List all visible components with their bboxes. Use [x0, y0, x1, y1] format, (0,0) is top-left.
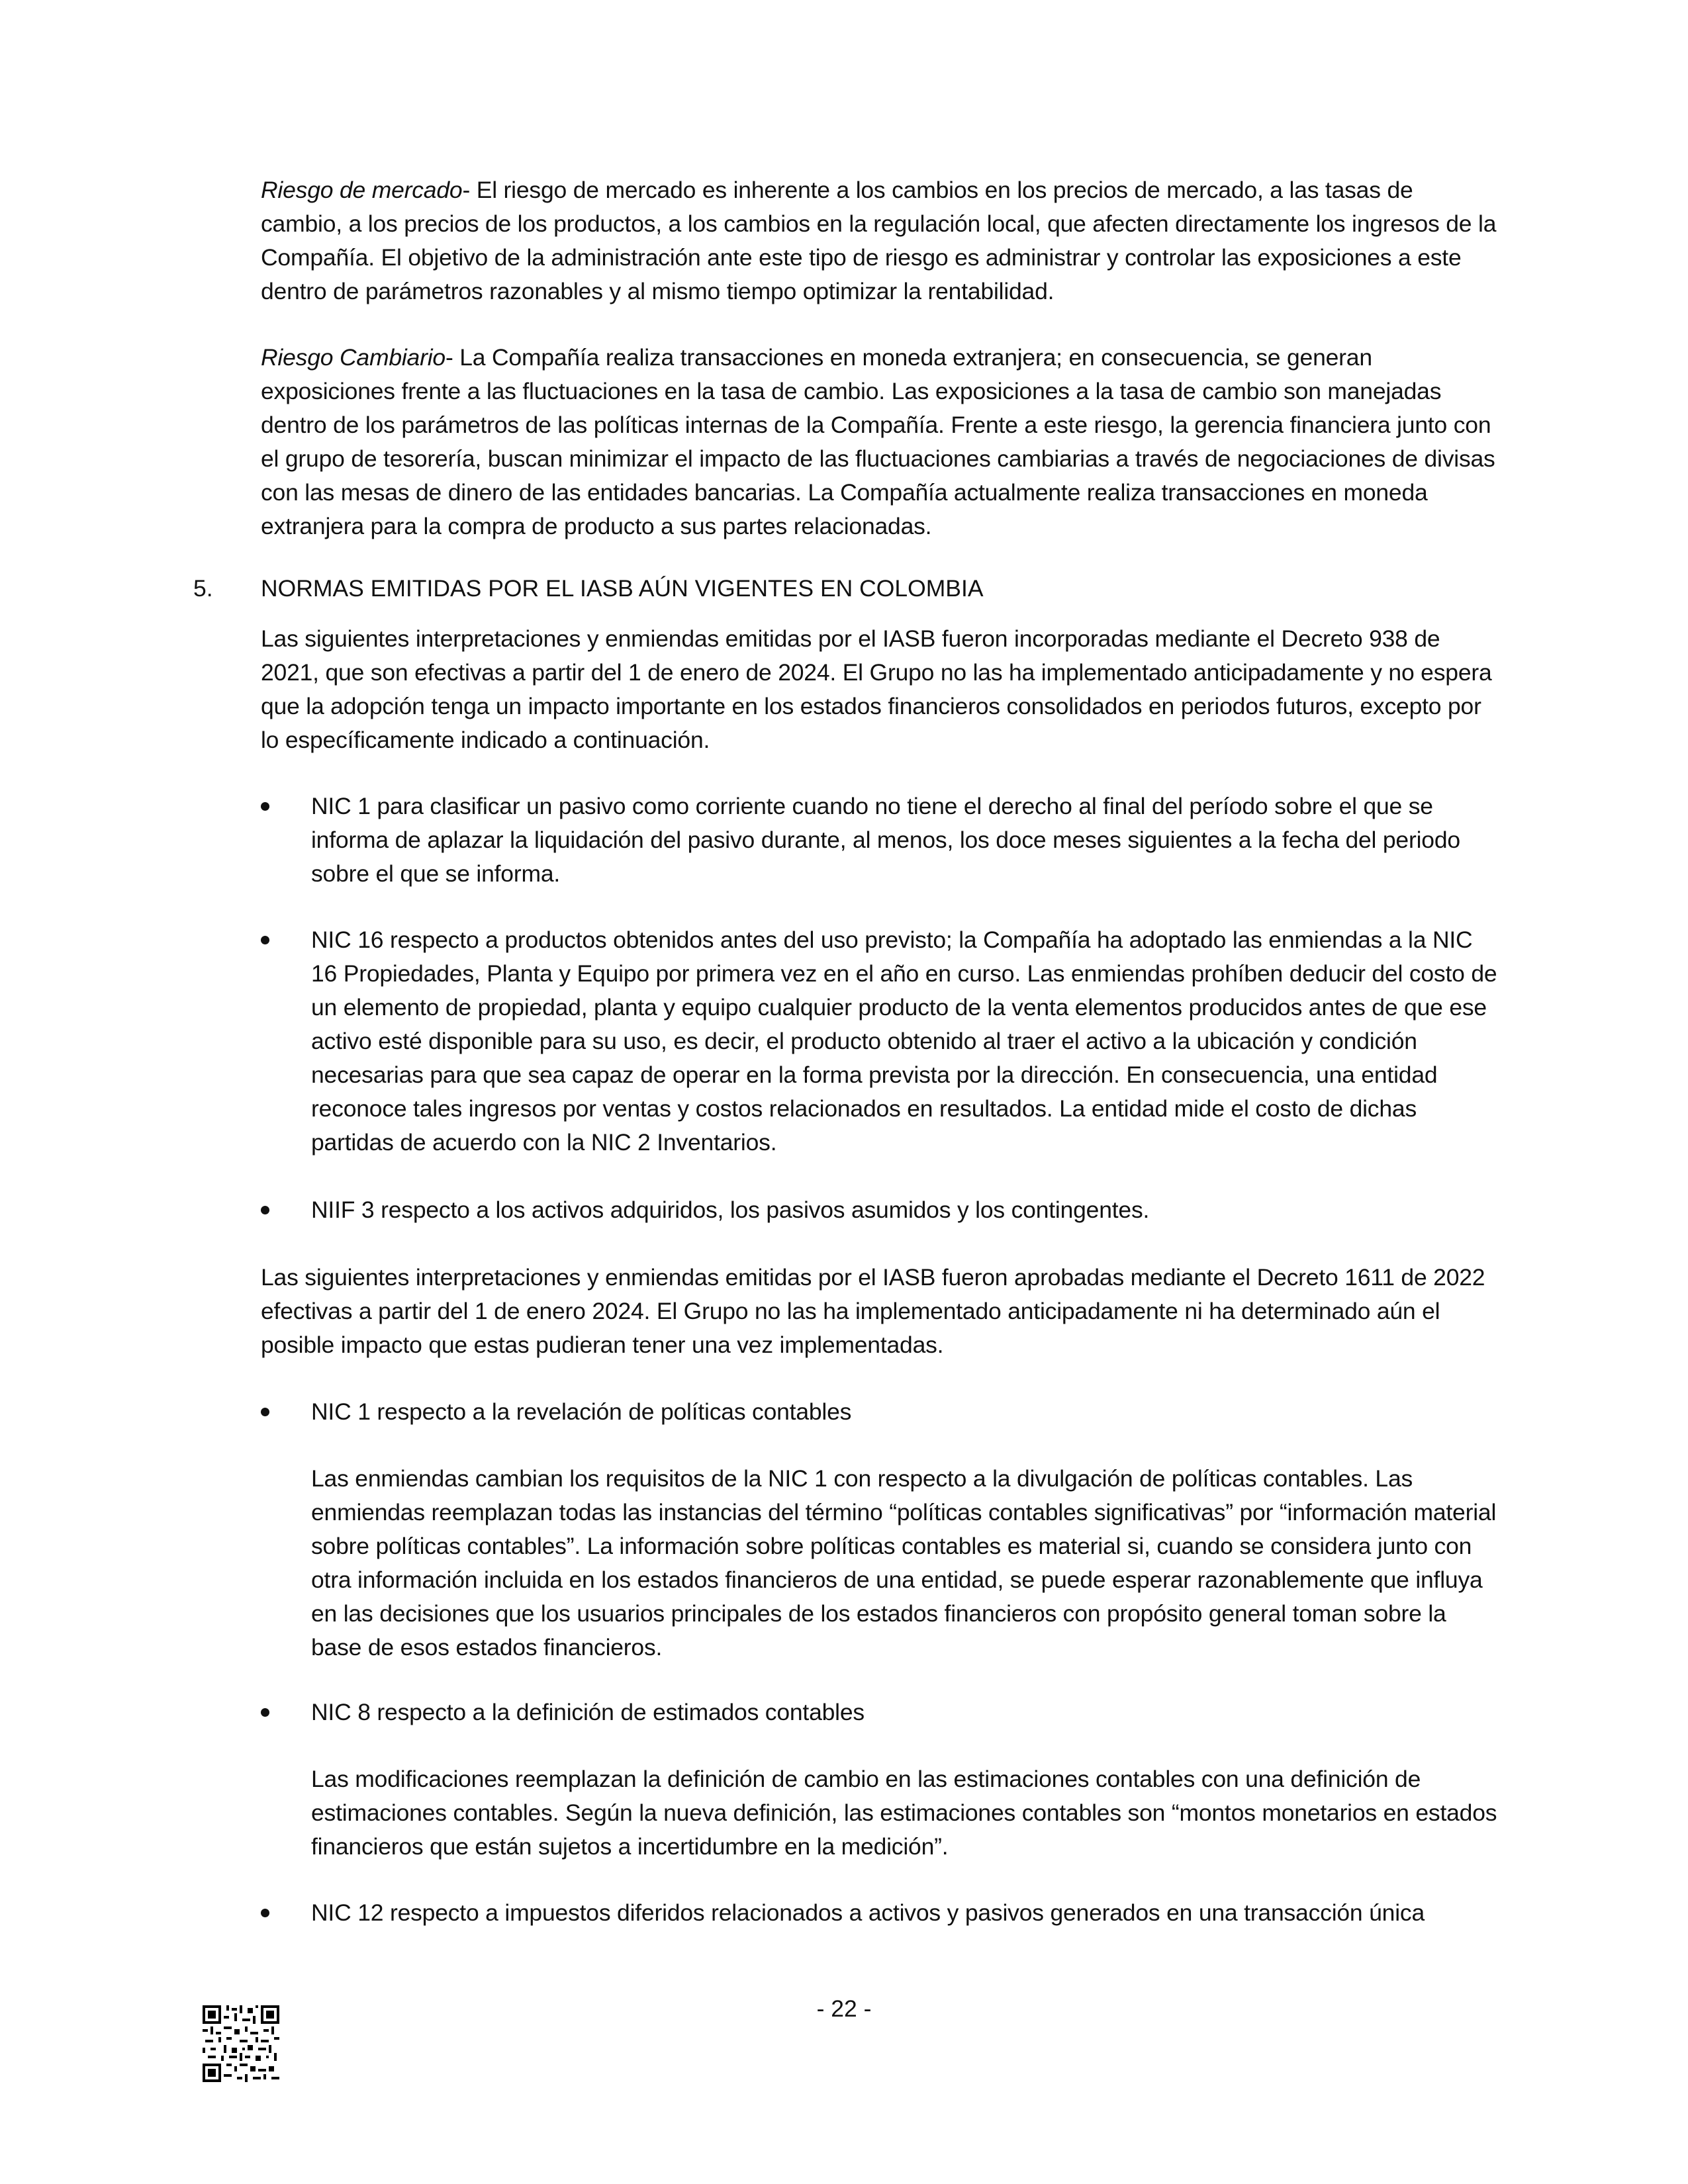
list-item: [261, 1696, 1499, 1729]
fx-risk-paragraph: [261, 341, 1499, 543]
list-item: [261, 1896, 1499, 1930]
list-item-title: NIC 12 respecto a impuestos diferidos relacionados a activos y pasivos generados en una transacción única: [311, 1899, 1425, 1926]
list-item-detail: Las enmiendas cambian los requisitos de la NIC 1 con respecto a la divulgación de políticas contables. Las enmiendas reemplazan todas las instancias del término “políticas contables significativas” por “información material sobre políticas contables”. La información sobre políticas contables es material si, cuando se considera junto con otra información incluida en los estados financieros de una entidad, se puede esperar razonablemente que influya en las decisiones que los usuarios principales de los estados financieros con propósito general toman sobre la base de esos estados financieros.: [311, 1465, 1497, 1661]
list-item-detail: Las modificaciones reemplazan la definición de cambio en las estimaciones contables con una definición de estimaciones contables. Según la nueva definición, las estimaciones contables son “montos monetarios en estados financieros que están sujetos a incertidumbre en la medición”.: [311, 1766, 1497, 1860]
section-intro-1: Las siguientes interpretaciones y enmiendas emitidas por el IASB fueron incorporadas mediante el Decreto 938 de 2021, que son efectivas a partir del 1 de enero de 2024. El Grupo no las ha implementado anticipadamente y no espera que la adopción tenga un impacto importante en los estados financieros consolidados en periodos futuros, excepto por lo específicamente indicado a continuación.: [261, 625, 1492, 753]
list-item: [261, 923, 1499, 1160]
list-item-text: NIC 16 respecto a productos obtenidos antes del uso previsto; la Compañía ha adoptado las enmiendas a la NIC 16 Propiedades, Planta y Equipo por primera vez en el año en curso. Las enmiendas prohíben deducir del costo de un elemento de propiedad, planta y equipo cualquier producto de la venta elementos producidos antes de que ese activo esté disponible para su uso, es decir, el producto obtenido al traer el activo a la ubicación y condición necesarias para que sea capaz de operar en la forma prevista por la dirección. En consecuencia, una entidad reconoce tales ingresos por ventas y costos relacionados en resultados. La entidad mide el costo de dichas partidas de acuerdo con la NIC 2 Inventarios.: [311, 927, 1497, 1156]
bullet-icon: [261, 1408, 269, 1416]
section-title: NORMAS EMITIDAS POR EL IASB AÚN VIGENTES EN COLOMBIA: [261, 575, 984, 602]
market-risk-lead: Riesgo de mercado: [261, 177, 463, 203]
market-risk-body: - El riesgo de mercado es inherente a los cambios en los precios de mercado, a las tasas de cambio, a los precios de los productos, a los cambios en la regulación local, que afecten directamente los ingresos de la Compañía. El objetivo de la administración ante este tipo de riesgo es administrar y controlar las exposiciones a este dentro de parámetros razonables y al mismo tiempo optimizar la rentabilidad.: [261, 177, 1497, 304]
bullet-icon: [261, 802, 269, 811]
fx-risk-lead: Riesgo Cambiario: [261, 344, 445, 371]
list-item: [261, 1193, 1499, 1227]
qr-code-icon: [203, 2005, 279, 2082]
fx-risk-body: - La Compañía realiza transacciones en moneda extranjera; en consecuencia, se generan exposiciones frente a las fluctuaciones en la tasa de cambio. Las exposiciones a la tasa de cambio son manejadas dentro de los parámetros de las políticas internas de la Compañía. Frente a este riesgo, la gerencia financiera junto con el grupo de tesorería, buscan minimizar el impacto de las fluctuaciones cambiarias a través de negociaciones de divisas con las mesas de dinero de las entidades bancarias. La Compañía actualmente realiza transacciones en moneda extranjera para la compra de producto a sus partes relacionadas.: [261, 344, 1495, 539]
list-item: [261, 790, 1499, 891]
section-number: 5.: [193, 575, 213, 602]
bullet-icon: [261, 936, 269, 944]
bullet-icon: [261, 1708, 269, 1717]
market-risk-paragraph: [261, 173, 1499, 308]
page-number: - 22 -: [816, 1995, 872, 2022]
bullet-icon: [261, 1206, 269, 1214]
bullet-icon: [261, 1909, 269, 1917]
list-item-text: NIIF 3 respecto a los activos adquiridos, los pasivos asumidos y los contingentes.: [311, 1197, 1150, 1223]
list-item-text: NIC 1 para clasificar un pasivo como corriente cuando no tiene el derecho al final del período sobre el que se informa de aplazar la liquidación del pasivo durante, al menos, los doce meses siguientes a la fecha del periodo sobre el que se informa.: [311, 793, 1460, 887]
section-intro-2: Las siguientes interpretaciones y enmiendas emitidas por el IASB fueron aprobadas mediante el Decreto 1611 de 2022 efectivas a partir del 1 de enero 2024. El Grupo no las ha implementado anticipadamente ni ha determinado aún el posible impacto que estas pudieran tener una vez implementadas.: [261, 1264, 1485, 1358]
list-item-title: NIC 8 respecto a la definición de estimados contables: [311, 1699, 865, 1725]
list-item: [261, 1395, 1499, 1429]
list-item-title: NIC 1 respecto a la revelación de políticas contables: [311, 1398, 852, 1425]
